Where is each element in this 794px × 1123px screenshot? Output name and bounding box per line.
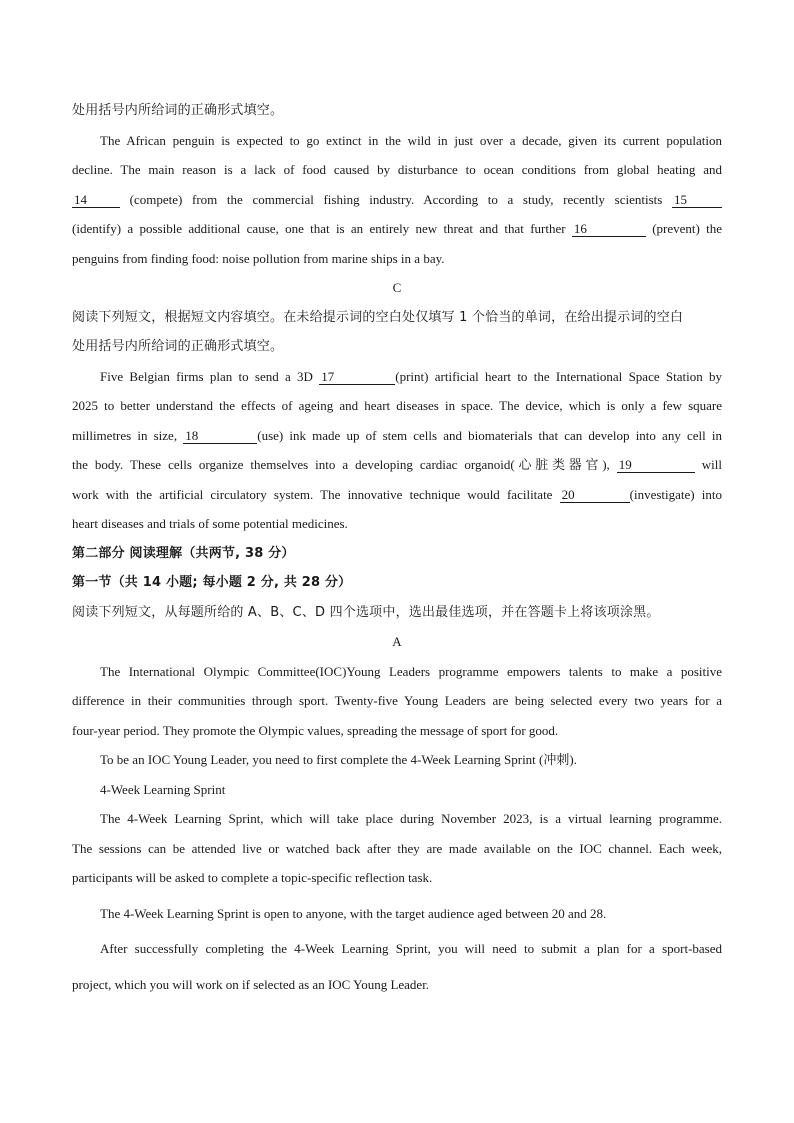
penguin-line-4-text-b: (prevent) the <box>652 221 723 236</box>
heart-line-4-text-b: will <box>701 457 723 472</box>
heart-line-5 <box>72 480 722 510</box>
blank-16[interactable]: 16 <box>572 221 646 237</box>
part-2-instruction: 阅读下列短文，从每题所给的 A、B、C、D 四个选项中，选出最佳选项，并在答题卡上将该项涂黑。 <box>72 604 660 620</box>
penguin-line-3-text: (compete) from the commercial fishing industry. According to a study, recently scientists <box>129 191 663 207</box>
heart-passage <box>72 362 722 539</box>
section-c-instruction-2: 处用括号内所给词的正确形式填空。 <box>72 339 284 354</box>
ioc-p3-heading: 4-Week Learning Sprint <box>100 781 226 797</box>
ioc-p6-line-1: After successfully completing the 4-Week Learning Sprint, you will need to submit a plan for a sport-based <box>100 941 722 956</box>
heart-line-1-text-a: Five Belgian firms plan to send a 3D <box>100 368 313 384</box>
blank-18[interactable]: 18 <box>183 428 257 444</box>
heart-line-3-text-b: (use) ink made up of stem cells and biomaterials that can develop into any cell in <box>257 427 723 443</box>
ioc-p4-line-2: The sessions can be attended live or watched back after they are made available on the IOC channel. Each week, <box>72 840 722 856</box>
ioc-passage <box>72 657 722 1000</box>
heart-line-4 <box>72 450 722 480</box>
penguin-line-4 <box>72 214 722 244</box>
section-c-instruction-1: 阅读下列短文，根据短文内容填空。在未给提示词的空白处仅填写 1 个恰当的单词，在给出提示词的空白 <box>72 309 684 325</box>
ioc-p4-line-3: participants will be asked to complete a topic-specific reflection task. <box>72 870 433 885</box>
heart-line-1-text-b: (print) artificial heart to the International Space Station by <box>395 368 723 384</box>
ioc-p5: The 4-Week Learning Sprint is open to anyone, with the target audience aged between 20 and 28. <box>100 905 607 921</box>
ioc-p2: To be an IOC Young Leader, you need to first complete the 4-Week Learning Sprint (冲刺). <box>100 752 577 767</box>
part-2-section-1-title: 第一节（共 14 小题; 每小题 2 分, 共 28 分） <box>72 575 352 590</box>
heart-line-3 <box>72 421 722 451</box>
ioc-p6-line-2: project, which you will work on if selected as an IOC Young Leader. <box>72 976 430 992</box>
blank-15[interactable]: 15 <box>672 192 722 208</box>
heart-line-6: heart diseases and trials of some potential medicines. <box>72 516 348 531</box>
heart-line-3-text-a: millimetres in size, <box>72 427 178 443</box>
blank-17[interactable]: 17 <box>319 369 395 385</box>
heart-line-5-text-a: work with the artificial circulatory system. The innovative technique would facilitate <box>72 486 553 502</box>
heart-line-4-text-a: the body. These cells organize themselves into a developing cardiac organoid(心脏类器官), <box>72 457 610 472</box>
penguin-line-4-text-a: (identify) a possible additional cause, one that is an entirely new threat and that further <box>72 221 566 236</box>
penguin-line-5: penguins from finding food: noise pollution from marine ships in a bay. <box>72 250 445 266</box>
blank-19[interactable]: 19 <box>617 457 695 473</box>
heart-line-5-text-b: (investigate) into <box>629 486 722 502</box>
instruction-tail: 处用括号内所给词的正确形式填空。 <box>72 103 284 118</box>
heart-line-2: 2025 to better understand the effects of ageing and heart diseases in space. The device, which is only a few square <box>72 398 722 413</box>
ioc-p1-line-2: difference in their communities through sport. Twenty-five Young Leaders are being selected every two years for a <box>72 693 722 708</box>
penguin-line-3 <box>72 185 722 215</box>
penguin-line-1: The African penguin is expected to go extinct in the wild in just over a decade, given its current population <box>100 132 722 148</box>
ioc-p4-line-1: The 4-Week Learning Sprint, which will take place during November 2023, is a virtual learning programme. <box>100 811 722 826</box>
blank-20[interactable]: 20 <box>560 487 630 503</box>
section-letter-c: C <box>392 280 402 295</box>
penguin-line-2: decline. The main reason is a lack of food caused by disturbance to ocean conditions from global heating and <box>72 162 722 177</box>
ioc-p1-line-3: four-year period. They promote the Olympic values, spreading the message of sport for good. <box>72 722 559 738</box>
penguin-passage <box>72 126 722 274</box>
heart-line-1 <box>72 362 722 392</box>
blank-14[interactable]: 14 <box>72 192 120 208</box>
ioc-p1-line-1: The International Olympic Committee(IOC)Young Leaders programme empowers talents to make a positive <box>100 663 722 679</box>
document-page <box>72 96 722 999</box>
section-letter-a: A <box>392 634 402 649</box>
part-2-title: 第二部分 阅读理解（共两节, 38 分） <box>72 545 295 561</box>
